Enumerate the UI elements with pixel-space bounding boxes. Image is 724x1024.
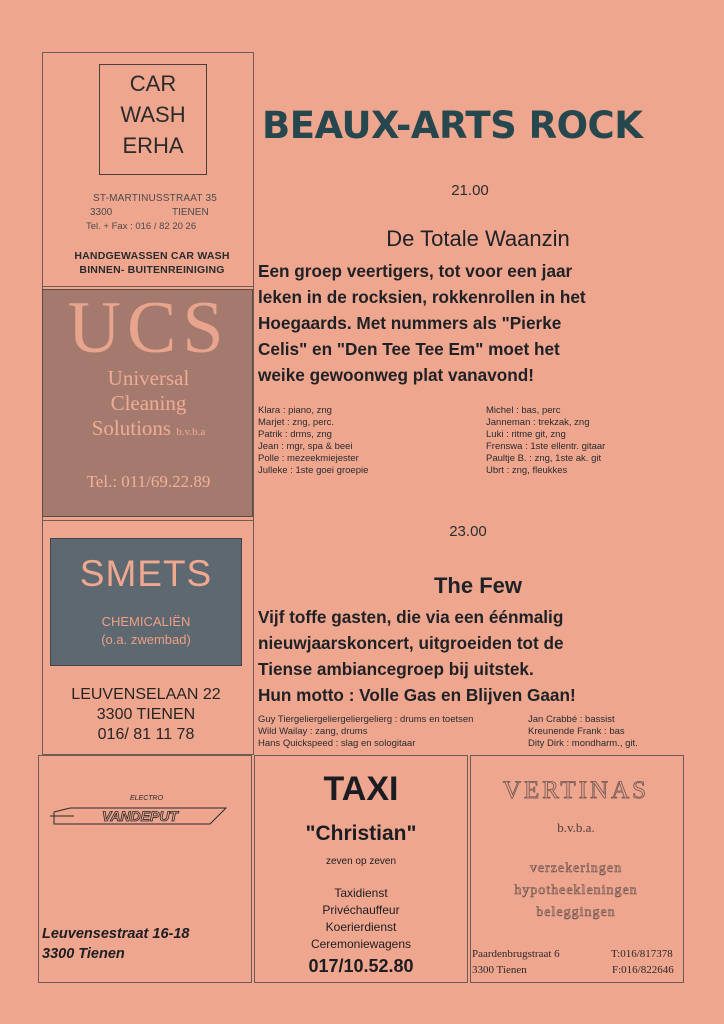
- member: Janneman : trekzak, zng: [486, 417, 590, 428]
- smets-logo: [50, 538, 242, 666]
- vertinas-service: verzekeringen: [529, 861, 623, 876]
- act2-members-left: [258, 714, 473, 750]
- desc-line: leken in de rocksien, rokkenrollen in het: [258, 287, 586, 307]
- vertinas-service: beleggingen: [536, 905, 616, 920]
- vandeput-small: ELECTRO: [130, 795, 164, 802]
- vertinas-service: hypotheekleningen: [514, 883, 638, 898]
- smets-phone: 016/ 81 11 78: [97, 726, 195, 743]
- carwash-postcode: 3300: [90, 207, 113, 218]
- member: Jean : mgr, spa & beei: [258, 441, 353, 452]
- ucs-line-3: [43, 416, 253, 441]
- act2-name: The Few: [433, 573, 522, 598]
- carwash-logo-line: CAR: [129, 71, 177, 96]
- taxi-service: Ceremoniewagens: [310, 937, 412, 951]
- smets-sub: CHEMICALIËN: [101, 614, 191, 629]
- vertinas-tel: T:016/817378: [611, 948, 673, 960]
- ucs-legal: b.v.b.a: [176, 426, 206, 438]
- ucs-line: Solutions: [91, 416, 172, 440]
- taxi-service: Taxidienst: [334, 886, 388, 900]
- act2-time: 23.00: [449, 523, 487, 540]
- carwash-logo-line: ERHA: [122, 133, 184, 158]
- member: Ubrt : zng, fleukkes: [486, 465, 568, 476]
- member: Patrik : drms, zng: [258, 429, 332, 440]
- carwash-tagline: BINNEN- BUITENREINIGING: [79, 264, 225, 276]
- ucs-logo: UCS: [67, 289, 230, 369]
- member: Michel : bas, perc: [486, 405, 561, 416]
- act1-name: De Totale Waanzin: [386, 226, 570, 251]
- carwash-logo-line: WASH: [120, 102, 186, 127]
- ucs-line: Cleaning: [110, 391, 187, 415]
- vertinas-street: Paardenbrugstraat 6: [472, 948, 560, 960]
- taxi-title: TAXI: [323, 770, 399, 808]
- member: Guy Tiergeliergeliergeliergelierg : drums en toetsen: [258, 714, 474, 725]
- smets-address: LEUVENSELAAN 22: [71, 686, 221, 703]
- vandeput-logo-text: VANDEPUT: [102, 808, 178, 824]
- act2-description: [258, 604, 698, 708]
- member: Hans Quickspeed : slag en sologitaar: [258, 738, 416, 749]
- carwash-phone: Tel. + Fax : 016 / 82 20 26: [86, 221, 197, 232]
- divider: [42, 286, 254, 287]
- desc-line: Celis" en "Den Tee Tee Em" moet het: [258, 339, 560, 359]
- taxi-services: [255, 885, 467, 953]
- carwash-street: ST-MARTINUSSTRAAT 35: [92, 193, 218, 204]
- desc-line: weike gewoonweg plat vanavond!: [258, 365, 535, 385]
- member: Jan Crabbé : bassist: [528, 714, 615, 725]
- ucs-line: Universal: [107, 366, 190, 390]
- taxi-service: Koerierdienst: [325, 920, 397, 934]
- member: Luki : ritme git, zng: [486, 429, 566, 440]
- member: Kreunende Frank : bas: [528, 726, 625, 737]
- member: Paultje B. : zng, 1ste ak. git: [486, 453, 602, 464]
- taxi-phone: 017/10.52.80: [308, 956, 414, 976]
- vertinas-legal: b.v.b.a.: [557, 820, 595, 835]
- member: Julleke : 1ste goei groepie: [258, 465, 369, 476]
- carwash-tagline: HANDGEWASSEN CAR WASH: [74, 250, 230, 262]
- smets-address: 3300 TIENEN: [96, 706, 196, 723]
- event-title: BEAUX-ARTS ROCK: [262, 104, 643, 147]
- act1-members-right: [486, 405, 605, 477]
- taxi-sub: zeven op zeven: [325, 856, 397, 867]
- vandeput-address: 3300 Tienen: [42, 946, 125, 962]
- desc-line: Hoegaards. Met nummers als "Pierke: [258, 313, 562, 333]
- member: Wild Wailay : zang, drums: [258, 726, 368, 737]
- desc-line: Een groep veertigers, tot voor een jaar: [258, 261, 573, 281]
- divider: [42, 520, 254, 521]
- desc-line: Vijf toffe gasten, die via een éénmalig: [258, 607, 564, 627]
- member: Frenswa : 1ste ellentr. gitaar: [486, 441, 606, 452]
- desc-line: Hun motto : Volle Gas en Blijven Gaan!: [258, 685, 576, 705]
- vandeput-address: Leuvensestraat 16-18: [42, 926, 190, 942]
- ucs-ad: [42, 289, 253, 517]
- smets-sub: (o.a. zwembad): [101, 632, 191, 647]
- desc-line: nieuwjaarskoncert, uitgroeiden tot de: [258, 633, 564, 653]
- desc-line: Tiense ambiancegroep bij uitstek.: [258, 659, 534, 679]
- act1-members-left: [258, 405, 368, 477]
- carwash-city: TIENEN: [172, 207, 209, 218]
- act2-members-right: [528, 714, 638, 750]
- act1-description: [258, 258, 698, 388]
- member: Polle : mezeekmiejester: [258, 453, 359, 464]
- member: Klara : piano, zng: [258, 405, 332, 416]
- vertinas-city: 3300 Tienen: [472, 964, 527, 976]
- taxi-name: "Christian": [305, 822, 417, 845]
- vertinas-fax: F:016/822646: [612, 964, 674, 976]
- vandeput-logo: [50, 806, 230, 826]
- act1-time: 21.00: [451, 182, 489, 199]
- member: Marjet : zng, perc.: [258, 417, 335, 428]
- carwash-logo: [99, 64, 207, 175]
- member: Dity Dirk : mondharm., git.: [528, 738, 638, 749]
- smets-name: SMETS: [79, 553, 213, 594]
- ucs-phone: Tel.: 011/69.22.89: [86, 472, 211, 491]
- taxi-service: Privéchauffeur: [322, 903, 400, 917]
- vertinas-name: VERTINAS: [502, 777, 650, 804]
